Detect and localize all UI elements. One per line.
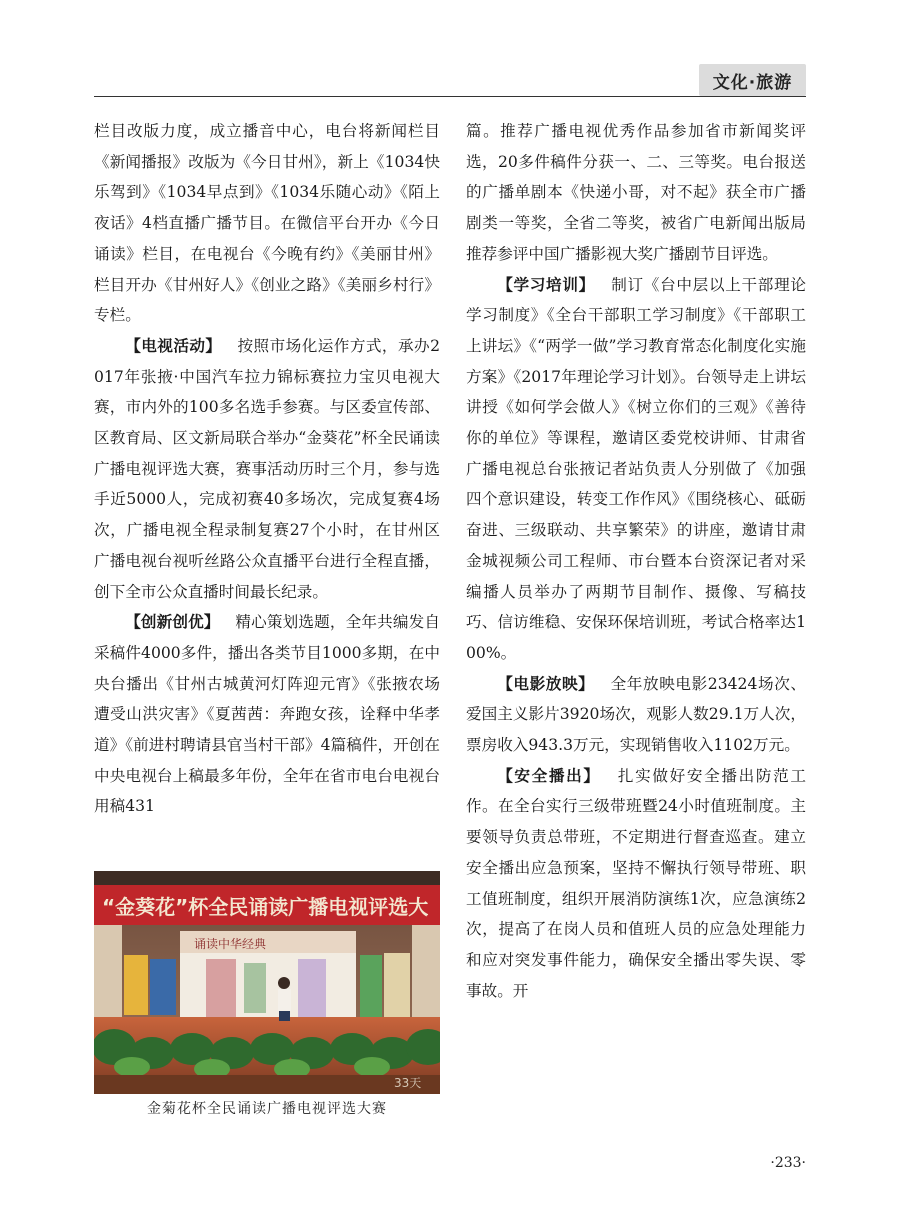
page-number: ·233· bbox=[770, 1155, 806, 1171]
section-label: 文化·旅游 bbox=[699, 64, 806, 96]
paragraph-text: 全年放映电影23424场次、爱国主义影片3920场次，观影人数29.1万人次，票房收入943.3万元，实现销售收入1102万元。 bbox=[466, 674, 806, 755]
paragraph bbox=[94, 331, 440, 607]
paragraph-heading: 【创新创优】 bbox=[125, 613, 220, 632]
paragraph-text: 栏目改版力度，成立播音中心，电台将新闻栏目《新闻播报》改版为《今日甘州》，新上《1034快乐驾到》《1034早点到》《1034乐随心动》《陌上夜话》4档直播广播节目。在微信平台开办《今日诵读》栏目，在电视台《今晚有约》《美丽甘州》栏目开办《甘州好人》《创业之路》《美丽乡村行》专栏。 bbox=[94, 122, 440, 325]
paragraph-heading: 【电视活动】 bbox=[125, 336, 222, 355]
paragraph bbox=[466, 116, 806, 270]
paragraph bbox=[94, 116, 440, 331]
paragraph bbox=[466, 270, 806, 669]
paragraph-heading: 【电影放映】 bbox=[497, 674, 595, 693]
paragraph bbox=[94, 607, 440, 822]
paragraph-text: 篇。推荐广播电视优秀作品参加省市新闻奖评选，20多件稿件分获一、二、三等奖。电台报送的广播单剧本《快递小哥，对不起》获全市广播剧类一等奖，全省二等奖，被省广电新闻出版局推荐参评中国广播影视大奖广播剧节目评选。 bbox=[466, 122, 806, 263]
paragraph-text: 精心策划选题，全年共编发自采稿件4000多件，播出各类节目1000多期，在中央台播出《甘州古城黄河灯阵迎元宵》《张掖农场遭受山洪灾害》《夏茜茜：奔跑女孩，诠释中华孝道》《前进村聘请县官当村干部》4篇稿件，开创在中央电视台上稿最多年份，全年在省市电台电视台用稿431 bbox=[94, 613, 440, 816]
photo-watermark: 33天 bbox=[394, 1076, 422, 1090]
event-photo bbox=[94, 871, 440, 1094]
paragraph-text: 按照市场化运作方式，承办2017年张掖·中国汽车拉力锦标赛拉力宝贝电视大赛，市内外的100多名选手参赛。与区委宣传部、区教育局、区文新局联合举办“金葵花”杯全民诵读广播电视评选大赛，赛事活动历时三个月，参与选手近5000人，完成初赛40多场次，完成复赛4场次，广播电视全程录制复赛27个小时，在甘州区广播电视台视听丝路公众直播平台进行全程直播，创下全市公众直播时间最长纪录。 bbox=[94, 336, 440, 601]
paragraph-text: 扎实做好安全播出防范工作。在全台实行三级带班暨24小时值班制度。主要领导负责总带班，不定期进行督查巡查。建立安全播出应急预案，坚持不懈执行领导带班、职工值班制度，组织开展消防演练1次，应急演练2次，提高了在岗人员和值班人员的应急处理能力和应对突发事件能力，确保安全播出零失误、零事故。开 bbox=[466, 766, 806, 1000]
paragraph-heading: 【安全播出】 bbox=[497, 766, 601, 785]
left-column bbox=[94, 116, 440, 822]
right-column bbox=[466, 116, 806, 1006]
paragraph-text: 制订《台中层以上干部理论学习制度》《全台干部职工学习制度》《干部职工上讲坛》《“两学一做”学习教育常态化制度化实施方案》《2017年理论学习计划》。台领导走上讲坛讲授《如何学会做人》《树立你们的三观》《善待你的单位》等课程，邀请区委党校讲师、甘肃省广播电视总台张掖记者站负责人分别做了《加强四个意识建设，转变工作作风》《围绕核心、砥砺奋进、三级联动、共享繁荣》的讲座，邀请甘肃金城视频公司工程师、市台暨本台资深记者对采编播人员举办了两期节目制作、摄像、写稿技巧、信访维稳、安保环保培训班，考试合格率达100%。 bbox=[466, 275, 806, 662]
paragraph bbox=[466, 761, 806, 1007]
figure-caption: 金菊花杯全民诵读广播电视评选大赛 bbox=[147, 1101, 387, 1117]
banner-text: “金葵花”杯全民诵读广播电视评选大 bbox=[102, 895, 429, 919]
paragraph bbox=[466, 669, 806, 761]
backdrop-text: 诵读中华经典 bbox=[194, 937, 267, 951]
header-rule bbox=[94, 96, 806, 97]
paragraph-heading: 【学习培训】 bbox=[497, 275, 595, 294]
